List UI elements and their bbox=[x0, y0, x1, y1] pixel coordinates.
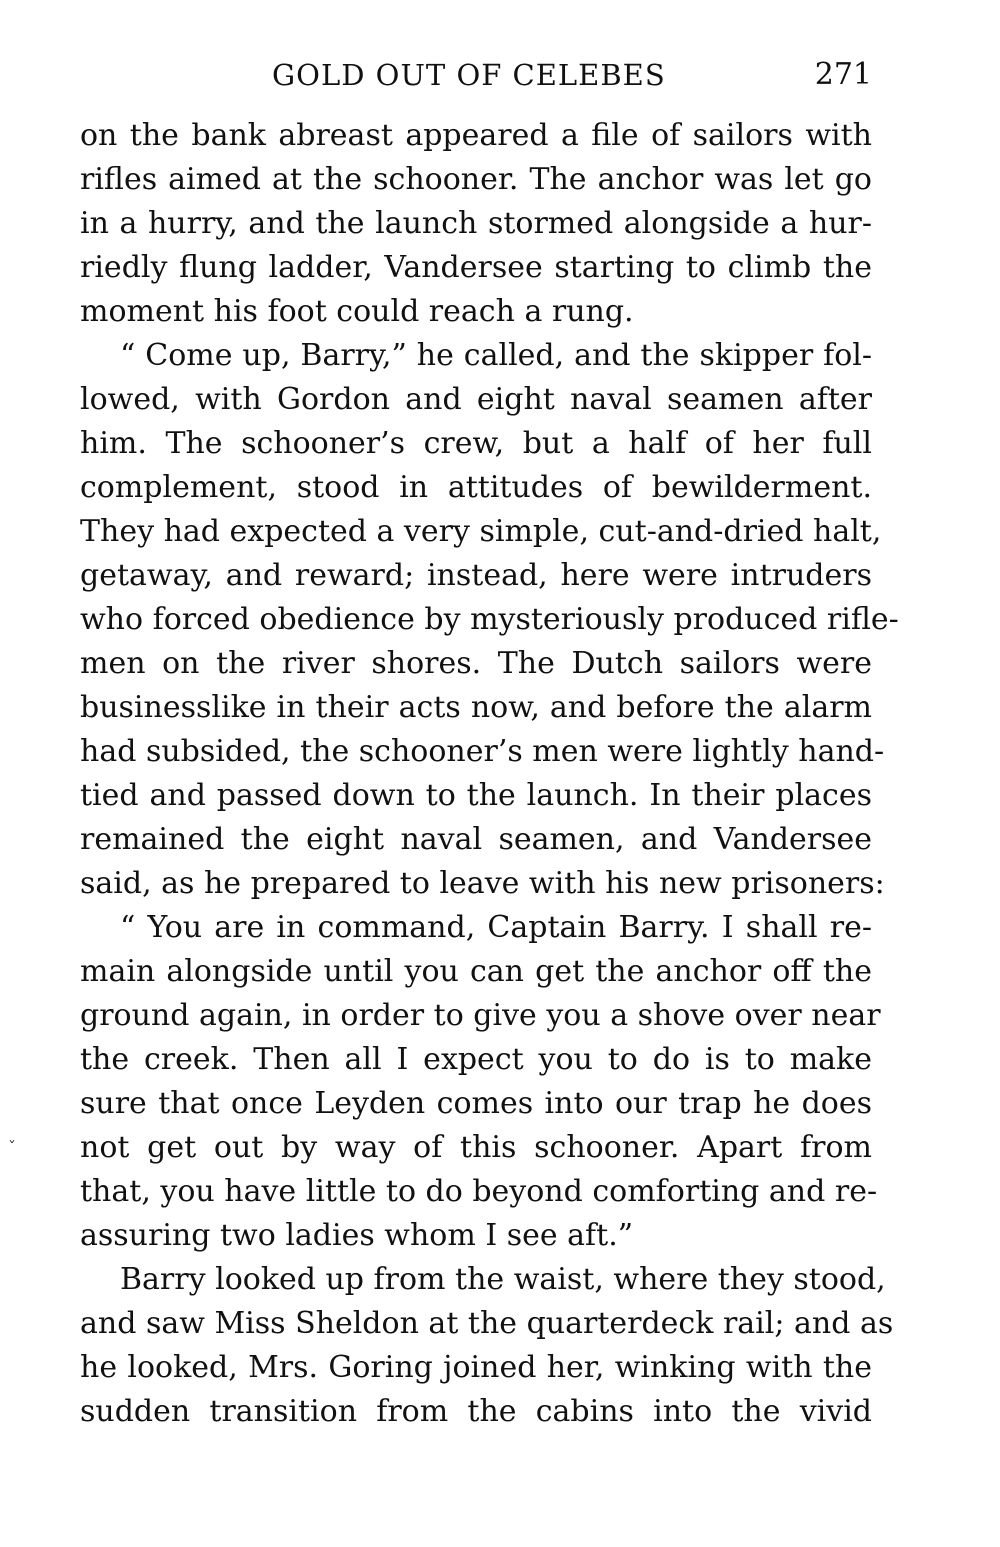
text-line: getaway, and reward; instead, here were intruders bbox=[80, 558, 872, 593]
text-line: Barry looked up from the waist, where they stood, bbox=[120, 1262, 886, 1297]
text-line: that, you have little to do beyond comforting and re- bbox=[80, 1174, 878, 1209]
page-number: 271 bbox=[814, 57, 872, 92]
text-line: They had expected a very simple, cut-and-dried halt, bbox=[80, 514, 882, 549]
scan-speck: ˇ bbox=[8, 1138, 16, 1157]
text-line: “ You are in command, Captain Barry. I shall re- bbox=[120, 910, 872, 945]
text-line: he looked, Mrs. Goring joined her, winking with the bbox=[80, 1350, 872, 1385]
running-title: GOLD OUT OF CELEBES bbox=[272, 58, 666, 92]
text-line: said, as he prepared to leave with his new prisoners: bbox=[80, 866, 885, 901]
text-line: on the bank abreast appeared a file of sailors with bbox=[80, 118, 872, 153]
text-line: and saw Miss Sheldon at the quarterdeck rail; and as bbox=[80, 1306, 894, 1341]
text-line: businesslike in their acts now, and before the alarm bbox=[80, 690, 872, 725]
text-line: not get out by way of this schooner. Apart from bbox=[80, 1130, 872, 1165]
text-line: had subsided, the schooner’s men were lightly hand- bbox=[80, 734, 885, 769]
text-line: remained the eight naval seamen, and Vandersee bbox=[80, 822, 872, 857]
text-line: the creek. Then all I expect you to do is to make bbox=[80, 1042, 872, 1077]
text-line: lowed, with Gordon and eight naval seamen after bbox=[80, 382, 872, 417]
text-line: sure that once Leyden comes into our trap he does bbox=[80, 1086, 872, 1121]
text-line: rifles aimed at the schooner. The anchor was let go bbox=[80, 162, 872, 197]
text-line: riedly flung ladder, Vandersee starting to climb the bbox=[80, 250, 872, 285]
text-line: sudden transition from the cabins into the vivid bbox=[80, 1394, 872, 1429]
text-line: men on the river shores. The Dutch sailors were bbox=[80, 646, 872, 681]
running-head bbox=[80, 52, 872, 98]
text-line: tied and passed down to the launch. In their places bbox=[80, 778, 872, 813]
text-line: moment his foot could reach a rung. bbox=[80, 294, 634, 329]
body-text bbox=[80, 114, 899, 1434]
text-line: complement, stood in attitudes of bewilderment. bbox=[80, 470, 872, 505]
text-line: who forced obedience by mysteriously produced rifle- bbox=[80, 602, 899, 637]
text-line: assuring two ladies whom I see aft.” bbox=[80, 1218, 634, 1253]
text-line: ground again, in order to give you a shove over near bbox=[80, 998, 881, 1033]
text-line: main alongside until you can get the anchor off the bbox=[80, 954, 872, 989]
text-line: in a hurry, and the launch stormed alongside a hur- bbox=[80, 206, 872, 241]
text-line: him. The schooner’s crew, but a half of her full bbox=[80, 426, 872, 461]
text-line: “ Come up, Barry,” he called, and the skipper fol- bbox=[120, 338, 872, 373]
